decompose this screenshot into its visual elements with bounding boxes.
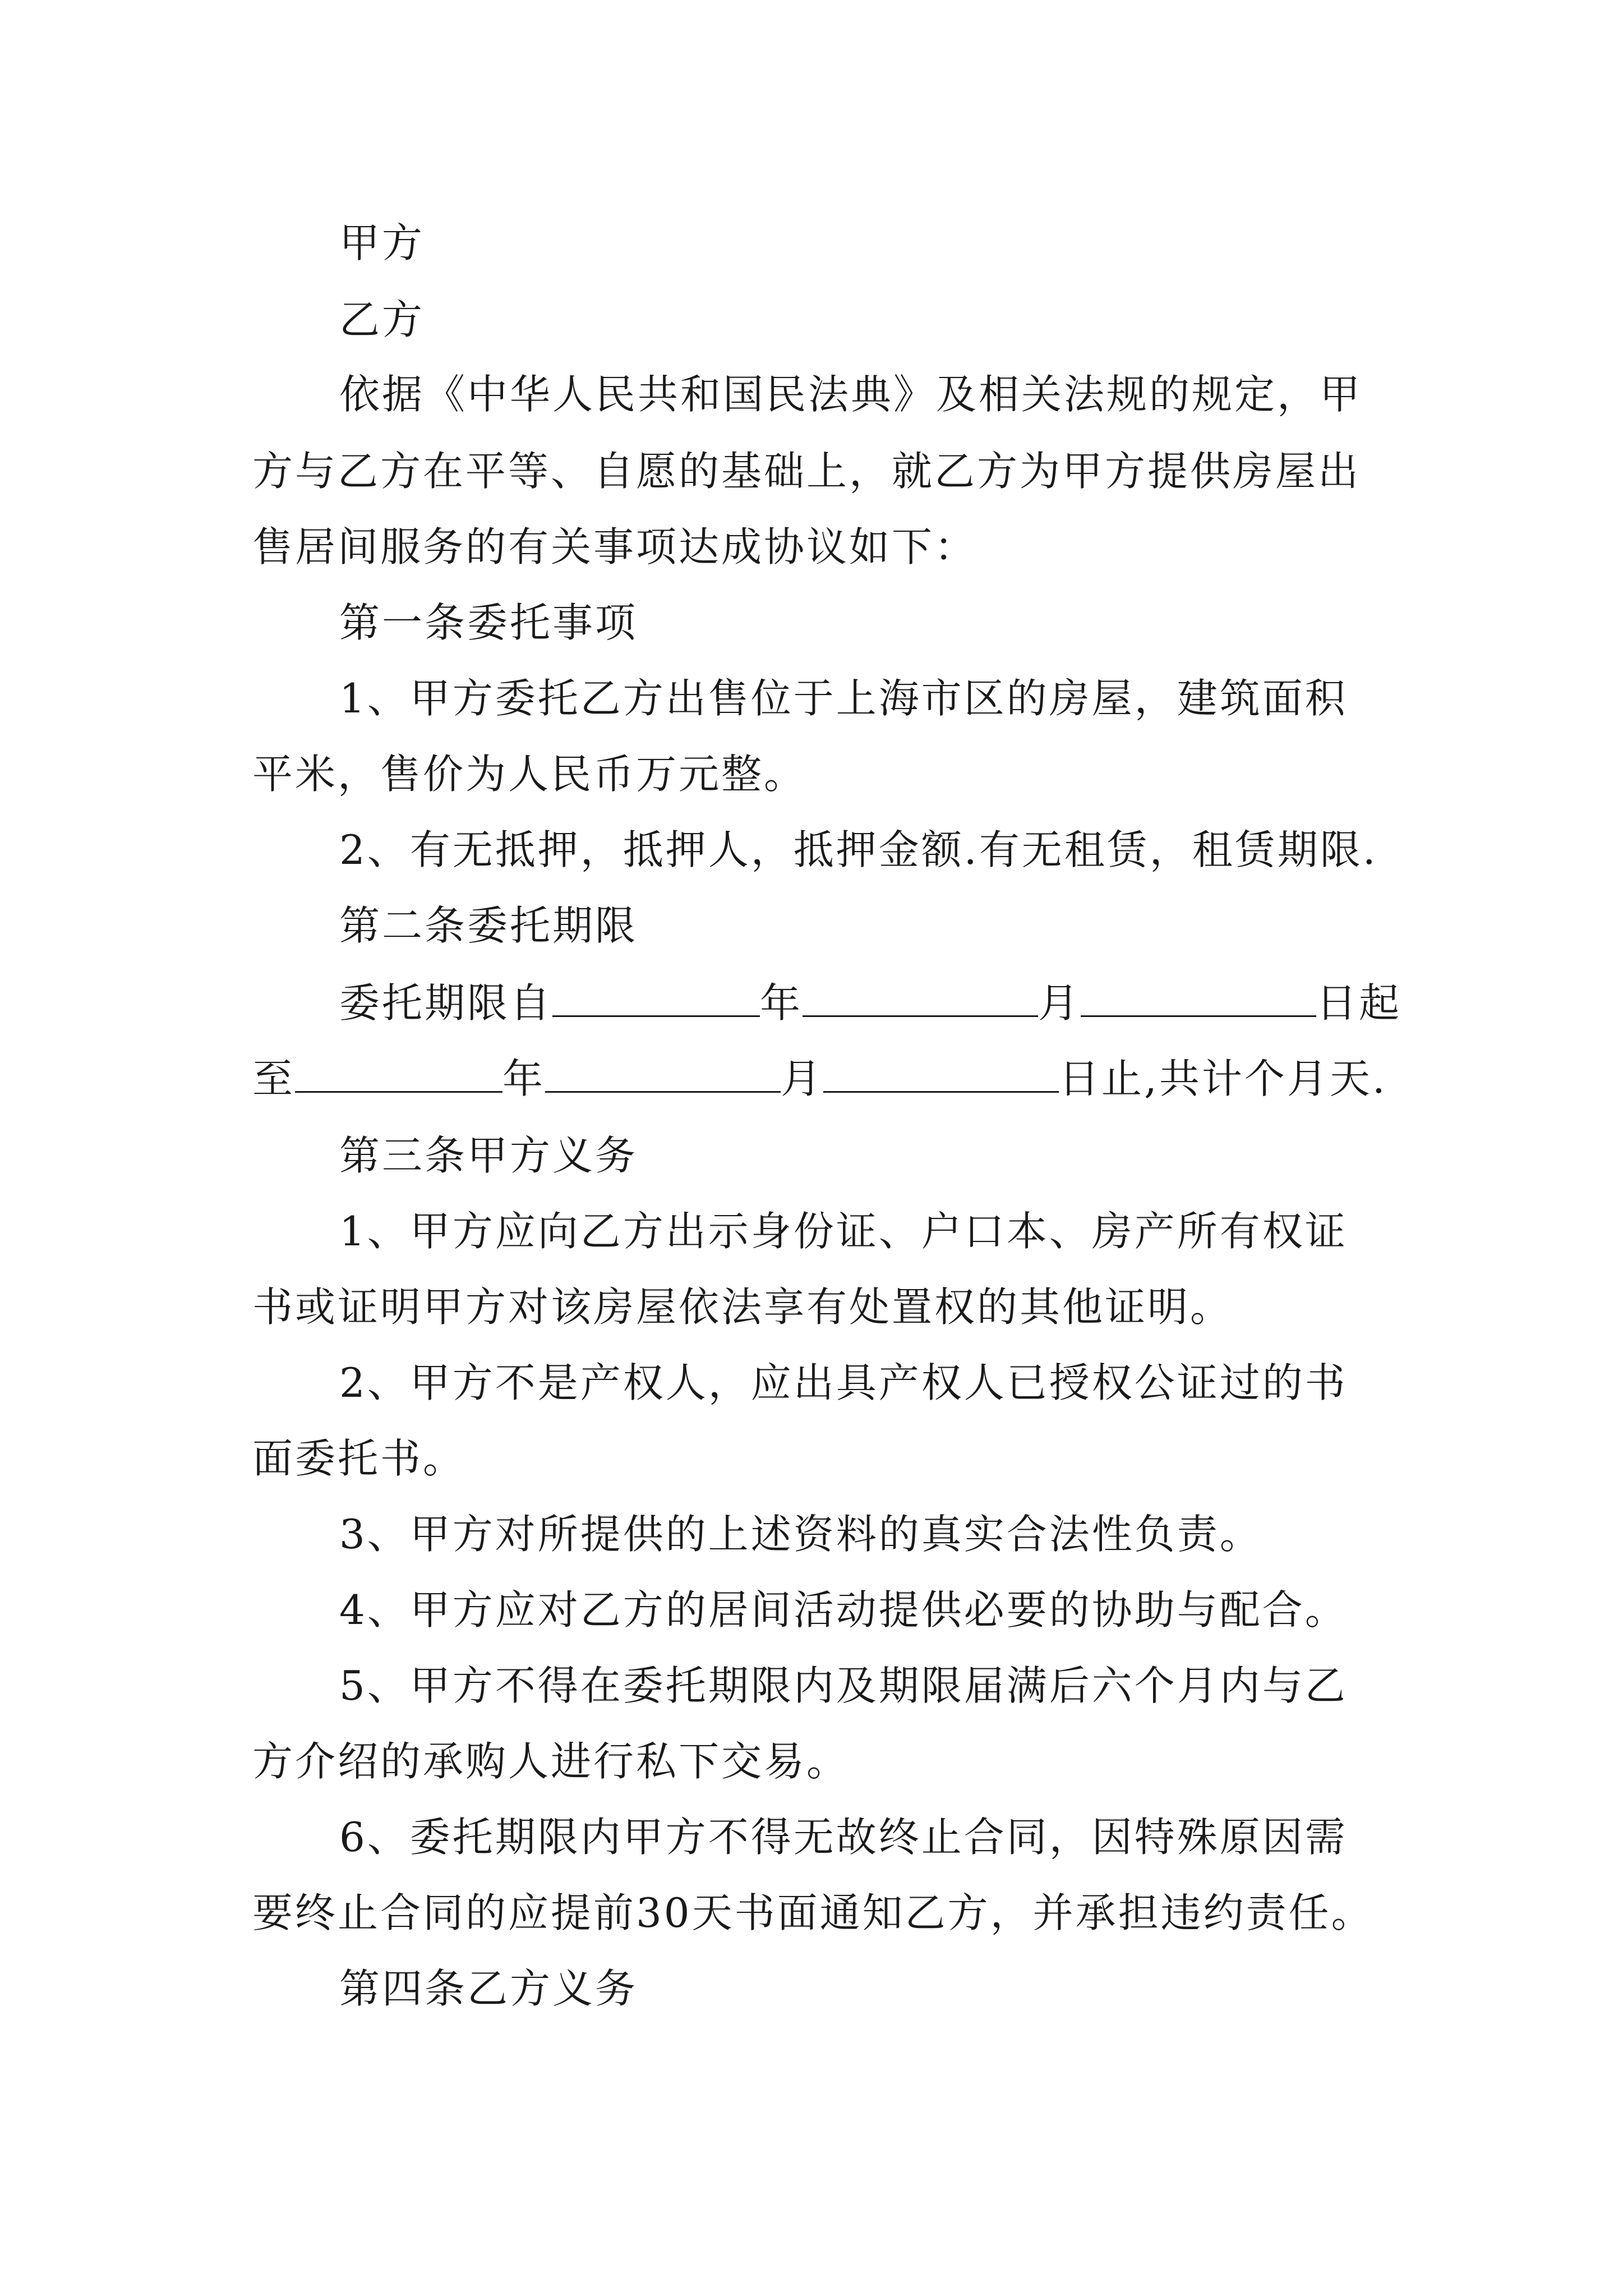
article-3-item-3: 3、甲方对所提供的上述资料的真实合法性负责。 [339,1511,1262,1558]
term-from-prefix: 委托期限自 [339,979,553,1027]
term-end-line [252,1051,1387,1107]
article-3-item-1-line-1: 1、甲方应向乙方出示身份证、户口本、房产所有权证 [339,1208,1348,1255]
article-3-item-2-line-2: 面委托书。 [252,1435,466,1482]
preamble-line-3: 售居间服务的有关事项达成协议如下： [252,523,978,570]
term-to-prefix: 至 [252,1055,296,1102]
article-3-item-5-line-1: 5、甲方不得在委托期限内及期限届满后六个月内与乙 [339,1662,1348,1709]
article-1-item-1-line-2: 平米，售价为人民币万元整。 [252,751,807,798]
end-year-label: 年 [502,1055,546,1102]
term-start-line [339,975,1467,1031]
article-4-title: 第四条乙方义务 [339,1965,638,2012]
article-3-item-4: 4、甲方应对乙方的居间活动提供必要的协助与配合。 [339,1586,1348,1634]
preamble-line-2: 方与乙方在平等、自愿的基础上，就乙方为甲方提供房屋出 [252,448,1361,495]
article-1-item-2: 2、有无抵押，抵押人，抵押金额.有无租赁，租赁期限. [339,826,1378,873]
preamble-line-1: 依据《中华人民共和国民法典》及相关法规的规定，甲 [339,371,1363,418]
party-b-label: 乙方 [339,296,425,343]
start-year-blank [552,976,760,1017]
article-1-item-1-line-1: 1、甲方委托乙方出售位于上海市区的房屋，建筑面积 [339,675,1348,722]
start-day-blank [1081,976,1316,1017]
start-month-label: 月 [1038,979,1081,1027]
end-year-blank [295,1052,502,1093]
article-3-item-6-line-2: 要终止合同的应提前30天书面通知乙方，并承担违约责任。 [252,1889,1374,1936]
start-month-blank [803,976,1038,1017]
article-3-item-2-line-1: 2、甲方不是产权人，应出具产权人已授权公证过的书 [339,1359,1348,1406]
article-3-item-5-line-2: 方介绍的承购人进行私下交易。 [252,1738,850,1785]
end-month-blank [545,1052,781,1093]
start-year-label: 年 [760,979,803,1027]
article-3-title: 第三条甲方义务 [339,1132,638,1179]
article-2-title: 第二条委托期限 [339,902,638,949]
start-day-label: 日起 [1316,979,1402,1027]
party-a-label: 甲方 [339,219,425,266]
article-3-item-6-line-1: 6、委托期限内甲方不得无故终止合同，因特殊原因需 [339,1814,1348,1861]
end-day-label: 日止,共计个月天. [1059,1055,1387,1102]
article-3-item-1-line-2: 书或证明甲方对该房屋依法享有处置权的其他证明。 [252,1283,1233,1331]
end-month-label: 月 [781,1055,824,1102]
article-1-title: 第一条委托事项 [339,599,638,646]
end-day-blank [823,1052,1059,1093]
